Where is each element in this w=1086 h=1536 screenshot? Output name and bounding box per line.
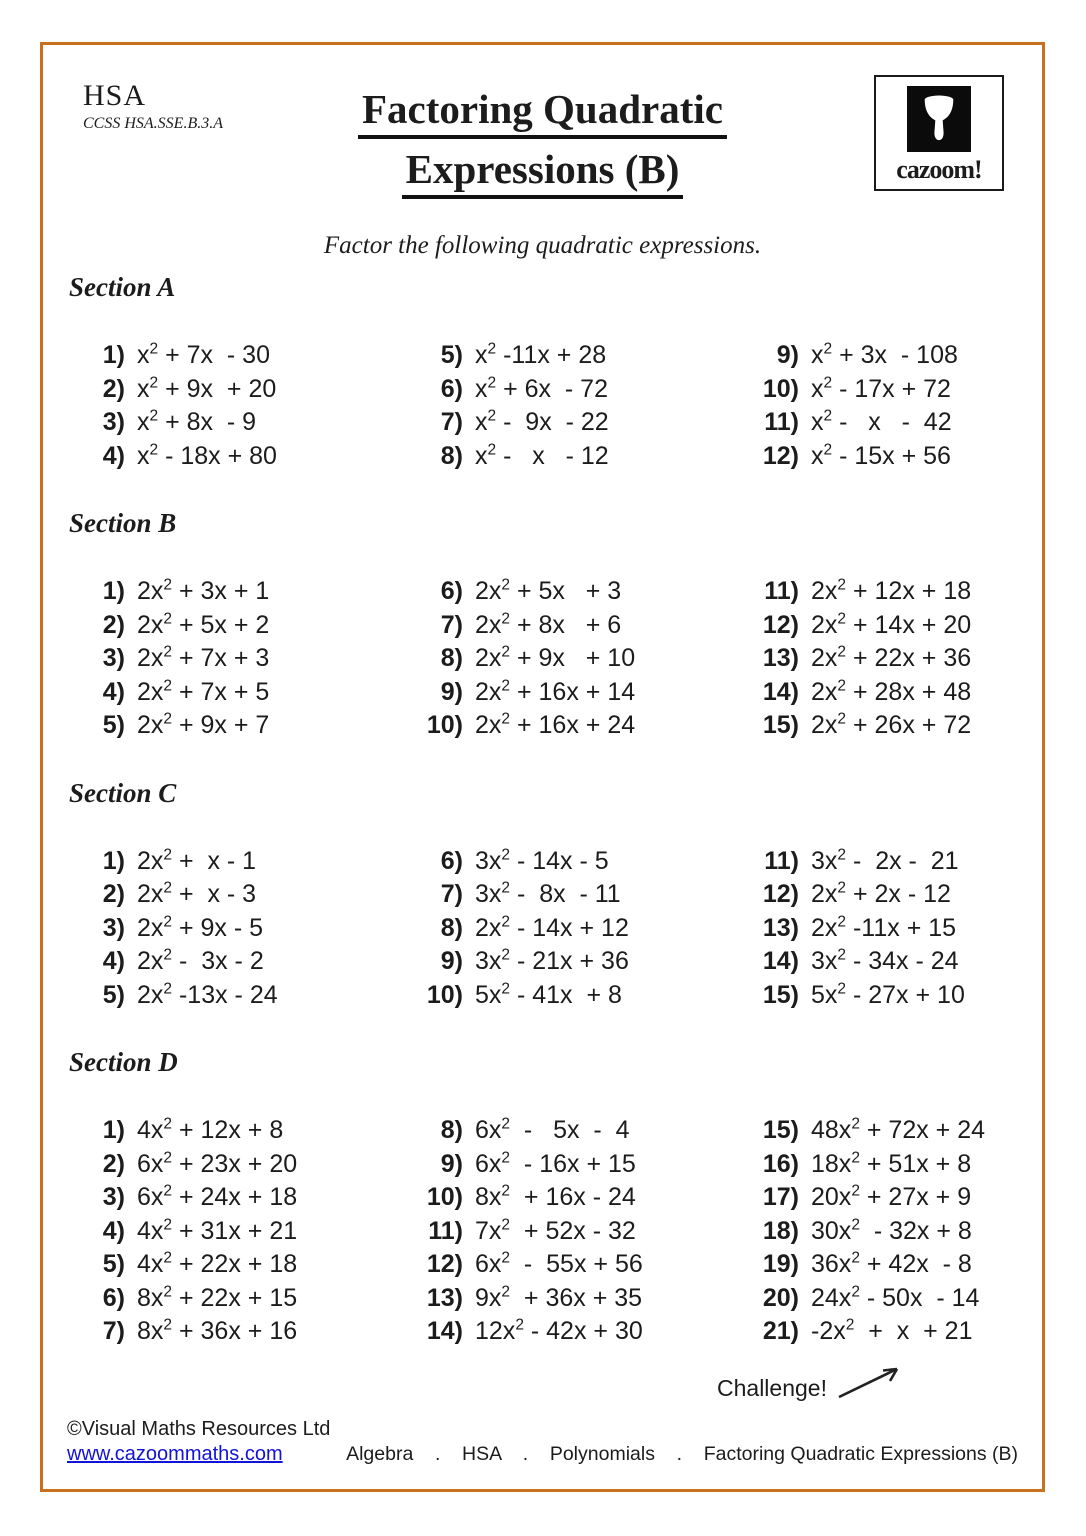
problem-number: 11) <box>764 577 799 605</box>
problem-item <box>751 440 1018 474</box>
problem-expression: $24x^2 - 50x - 14$ <box>811 1283 980 1312</box>
problem-number: 14) <box>426 1317 463 1345</box>
problem-number: 3) <box>102 408 125 436</box>
problem-number: 4) <box>102 677 125 706</box>
problem-number: 7) <box>102 1317 125 1345</box>
problem-item <box>77 1148 415 1182</box>
problem-item <box>77 709 415 743</box>
problem-number: 10) <box>426 980 463 1009</box>
problem-item <box>415 676 751 710</box>
problem-column <box>751 575 1018 743</box>
problem-expression: $2x^2 + 5x + 3$ <box>475 576 622 605</box>
problem-expression: $x^2$ - x - 42 <box>811 407 952 436</box>
problem-number: 10) <box>426 1183 463 1211</box>
problem-number: 21) <box>762 1317 799 1345</box>
problem-expression: $x^2 + 6x - 72$ <box>475 374 608 403</box>
problem-item <box>77 1181 415 1215</box>
problem-number: 18) <box>762 1216 799 1245</box>
problem-item <box>751 945 1018 979</box>
problem-number: 3) <box>102 913 125 942</box>
problem-number: 9) <box>440 947 463 975</box>
problem-item <box>751 339 1018 373</box>
problem-number: 1) <box>102 1116 125 1144</box>
problem-item <box>77 642 415 676</box>
problem-item <box>77 339 415 373</box>
problem-item <box>751 1181 1018 1215</box>
problem-item <box>415 339 751 373</box>
problem-item <box>415 642 751 676</box>
footer-left <box>67 1417 330 1467</box>
problem-item <box>415 912 751 946</box>
breadcrumb: Algebra . HSA . Polynomials . Factoring Quadratic Expressions (B) <box>346 1443 1018 1465</box>
problem-item <box>77 1315 415 1349</box>
problem-expression: $2x^2 + 9x + 7$ <box>137 710 270 739</box>
problem-column <box>751 339 1018 473</box>
problem-expression: $3x^2 - 8x - 11$ <box>475 879 621 908</box>
problem-number: 14) <box>762 677 799 706</box>
problem-expression: $5x^2 - 27x + 10$ <box>811 980 965 1009</box>
problem-expression: $2x^2 + x - 1$ <box>137 846 257 875</box>
problem-number: 15) <box>762 711 799 739</box>
problem-column <box>415 845 751 1013</box>
problem-expression: $2x^2 + 9x - 5$ <box>137 913 264 942</box>
problem-number: 1) <box>102 341 125 369</box>
problem-item <box>751 1315 1018 1349</box>
problem-expression: $2x^2 + 28x + 48$ <box>811 677 972 706</box>
problem-number: 3) <box>102 1183 125 1211</box>
problem-item <box>751 575 1018 609</box>
problem-number: 12) <box>426 1250 463 1278</box>
problem-expression: $x^2 - 15x + 56$ <box>811 441 951 470</box>
problem-number: 13) <box>426 1283 463 1312</box>
problem-item <box>415 1248 751 1282</box>
problem-item <box>415 575 751 609</box>
problem-item <box>77 406 415 440</box>
problem-column <box>751 845 1018 1013</box>
problem-expression: $7x^2 + 52x - 32$ <box>475 1216 636 1245</box>
problem-number: 14) <box>762 947 799 975</box>
sections-container <box>67 261 1018 1349</box>
problem-item <box>77 912 415 946</box>
problem-number: 4) <box>102 947 125 975</box>
section-heading: Section D <box>69 1047 178 1077</box>
problem-number: 20) <box>762 1283 799 1312</box>
problem-item <box>77 845 415 879</box>
problem-item <box>77 440 415 474</box>
section <box>67 271 1018 473</box>
section-heading: Section C <box>69 777 177 808</box>
problem-number: 8) <box>440 913 463 942</box>
problem-expression: $2x^2 + 16x + 14$ <box>475 677 636 706</box>
problem-item <box>77 1282 415 1316</box>
problem-expression: $4x^2 + 31x + 21$ <box>137 1216 298 1245</box>
problem-expression: $2x^2$ -11x + 15 <box>811 913 957 942</box>
problem-item <box>415 845 751 879</box>
problem-expression: $2x^2 + 7x + 5$ <box>137 677 270 706</box>
problem-expression: $2x^2 + 22x + 36$ <box>811 643 972 672</box>
problem-number: 6) <box>440 846 463 875</box>
problem-expression: $x^2$ - x - 12 <box>475 441 609 470</box>
section-problem-columns <box>67 575 1018 743</box>
problem-expression: $3x^2 - 21x + 36$ <box>475 946 629 975</box>
problem-expression: $2x^2 + 26x + 72$ <box>811 710 972 739</box>
problem-expression: $x^2 + 9x + 20$ <box>137 374 277 403</box>
problem-item <box>77 1248 415 1282</box>
problem-expression: $8x^2 + 36x + 16$ <box>137 1316 298 1345</box>
logo-text: cazoom! <box>896 155 982 184</box>
section-heading: Section A <box>69 272 176 302</box>
problem-expression: $2x^2 + 7x + 3$ <box>137 643 270 672</box>
problem-expression: $2x^2 + 5x + 2$ <box>137 610 270 639</box>
problem-expression: $2x^2 + 2x - 12$ <box>811 879 951 908</box>
problem-number: 12) <box>762 441 799 470</box>
problem-number: 2) <box>102 610 125 639</box>
page-title-line-2: Expressions (B) <box>402 145 684 199</box>
problem-item <box>751 979 1018 1013</box>
problem-expression: $2x^2 + 3x + 1$ <box>137 576 270 605</box>
problem-number: 7) <box>440 610 463 639</box>
problem-number: 9) <box>440 677 463 706</box>
problem-item <box>415 1181 751 1215</box>
problem-number: 9) <box>440 1149 463 1178</box>
problem-item <box>751 609 1018 643</box>
problem-number: 2) <box>102 374 125 403</box>
problem-expression: $x^2$ -11x + 28 <box>475 340 607 369</box>
section <box>67 507 1018 743</box>
section-problem-columns <box>67 845 1018 1013</box>
problem-expression: $8x^2 + 16x - 24$ <box>475 1182 636 1211</box>
problem-number: 2) <box>102 1149 125 1178</box>
copyright-text: ©Visual Maths Resources Ltd <box>67 1418 331 1440</box>
section <box>67 777 1018 1013</box>
problem-item <box>415 945 751 979</box>
problem-expression: $30x^2 - 32x + 8$ <box>811 1216 972 1245</box>
problem-number: 8) <box>440 1116 463 1144</box>
problem-expression: $3x^2 - 2x - 21$ <box>811 846 959 875</box>
problem-number: 3) <box>102 644 125 672</box>
problem-item <box>415 1282 751 1316</box>
problem-expression: $x^2 + 3x - 108$ <box>811 340 958 369</box>
problem-expression: $-2x^2 + x + 21$ <box>811 1316 973 1345</box>
section <box>67 1046 1018 1349</box>
problem-number: 10) <box>762 374 799 403</box>
problem-number: 9) <box>776 341 799 369</box>
section-problem-columns <box>67 339 1018 473</box>
problem-number: 7) <box>440 880 463 908</box>
course-code: HSA <box>83 79 147 112</box>
problem-number: 13) <box>762 644 799 672</box>
section-heading: Section B <box>69 508 177 538</box>
problem-expression: $9x^2 + 36x + 35$ <box>475 1283 643 1312</box>
problem-expression: $x^2 - 17x + 72$ <box>811 374 951 403</box>
problem-expression: $3x^2 - 14x - 5$ <box>475 846 609 875</box>
problem-expression: $2x^2 + 9x + 10$ <box>475 643 636 672</box>
problem-column <box>77 1114 415 1349</box>
problem-number: 6) <box>102 1283 125 1312</box>
problem-number: 11) <box>764 846 799 875</box>
problem-number: 5) <box>102 711 125 739</box>
problem-item <box>77 945 415 979</box>
problem-item <box>415 373 751 407</box>
problem-column <box>77 339 415 473</box>
problem-number: 12) <box>762 610 799 639</box>
problem-item <box>751 1282 1018 1316</box>
problem-number: 6) <box>440 577 463 605</box>
problem-item <box>77 373 415 407</box>
problem-expression: $2x^2 + 12x + 18$ <box>811 576 972 605</box>
problem-expression: $36x^2 + 42x - 8$ <box>811 1249 972 1278</box>
problem-expression: $x^2 - 9x - 22$ <box>475 407 609 436</box>
problem-number: 4) <box>102 441 125 470</box>
djembe-drum-icon <box>907 86 971 152</box>
problem-item <box>77 1114 415 1148</box>
problem-item <box>415 709 751 743</box>
problem-item <box>415 440 751 474</box>
problem-number: 6) <box>440 374 463 403</box>
problem-number: 11) <box>764 408 799 436</box>
problem-number: 5) <box>102 1250 125 1278</box>
challenge-label: Challenge! <box>717 1374 827 1401</box>
problem-number: 4) <box>102 1216 125 1245</box>
website-link[interactable]: www.cazoommaths.com <box>67 1443 283 1465</box>
problem-expression: $8x^2 + 22x + 15$ <box>137 1283 298 1312</box>
problem-item <box>751 642 1018 676</box>
problem-expression: $4x^2 + 22x + 18$ <box>137 1249 298 1278</box>
problem-number: 12) <box>762 880 799 908</box>
problem-number: 13) <box>762 913 799 942</box>
problem-expression: $2x^2 + 8x + 6$ <box>475 610 622 639</box>
problem-expression: $5x^2 - 41x + 8$ <box>475 980 622 1009</box>
up-right-arrow-icon <box>835 1357 911 1401</box>
problem-item <box>751 845 1018 879</box>
problem-expression: $2x^2 + x - 3$ <box>137 879 257 908</box>
problem-item <box>77 878 415 912</box>
problem-item <box>751 878 1018 912</box>
problem-expression: $20x^2 + 27x + 9$ <box>811 1182 972 1211</box>
problem-item <box>751 406 1018 440</box>
problem-expression: $3x^2 - 34x - 24$ <box>811 946 959 975</box>
problem-column <box>415 1114 751 1349</box>
problem-item <box>751 912 1018 946</box>
problem-item <box>77 609 415 643</box>
problem-item <box>77 676 415 710</box>
problem-number: 1) <box>102 846 125 875</box>
problem-item <box>415 979 751 1013</box>
problem-number: 19) <box>762 1250 799 1278</box>
problem-expression: $6x^2 + 24x + 18$ <box>137 1182 298 1211</box>
problem-expression: $6x^2 - 16x + 15$ <box>475 1149 636 1178</box>
problem-item <box>415 406 751 440</box>
challenge-callout <box>67 1361 1018 1401</box>
problem-expression: $48x^2 + 72x + 24$ <box>811 1115 986 1144</box>
problem-expression: $2x^2 + 16x + 24$ <box>475 710 636 739</box>
problem-expression: $2x^2$ -13x - 24 <box>137 980 278 1009</box>
problem-number: 17) <box>762 1183 799 1211</box>
problem-item <box>415 1315 751 1349</box>
problem-expression: $x^2 + 7x - 30$ <box>137 340 270 369</box>
problem-number: 11) <box>428 1216 463 1245</box>
problem-number: 5) <box>440 341 463 369</box>
problem-item <box>751 1114 1018 1148</box>
page-title-line-1: Factoring Quadratic <box>358 85 727 139</box>
problem-column <box>415 339 751 473</box>
footer <box>67 1417 1018 1467</box>
problem-column <box>751 1114 1018 1349</box>
problem-expression: $18x^2 + 51x + 8$ <box>811 1149 972 1178</box>
problem-expression: $2x^2 + 14x + 20$ <box>811 610 972 639</box>
problem-expression: $6x^2 + 23x + 20$ <box>137 1149 298 1178</box>
problem-number: 10) <box>426 711 463 739</box>
problem-number: 15) <box>762 980 799 1009</box>
problem-number: 7) <box>440 408 463 436</box>
problem-item <box>751 676 1018 710</box>
header <box>67 63 1018 225</box>
problem-item <box>415 609 751 643</box>
problem-item <box>751 1215 1018 1249</box>
problem-number: 8) <box>440 441 463 470</box>
problem-item <box>751 709 1018 743</box>
problem-expression: $2x^2 - 14x + 12$ <box>475 913 629 942</box>
problem-item <box>77 575 415 609</box>
problem-item <box>77 1215 415 1249</box>
problem-expression: $4x^2 + 12x + 8$ <box>137 1115 284 1144</box>
problem-item <box>751 1148 1018 1182</box>
problem-item <box>751 373 1018 407</box>
problem-expression: $2x^2 - 3x - 2$ <box>137 946 264 975</box>
problem-expression: $12x^2 - 42x + 30$ <box>475 1316 643 1345</box>
problem-number: 1) <box>102 577 125 605</box>
problem-item <box>77 979 415 1013</box>
problem-column <box>77 575 415 743</box>
problem-expression: $x^2 - 18x + 80$ <box>137 441 277 470</box>
problem-item <box>751 1248 1018 1282</box>
problem-expression: $6x^2 - 5x - 4$ <box>475 1115 630 1144</box>
problem-number: 5) <box>102 980 125 1009</box>
problem-item <box>415 878 751 912</box>
problem-number: 2) <box>102 880 125 908</box>
worksheet-sheet <box>40 42 1045 1492</box>
section-problem-columns <box>67 1114 1018 1349</box>
problem-column <box>77 845 415 1013</box>
problem-column <box>415 575 751 743</box>
problem-item <box>415 1215 751 1249</box>
problem-expression: $6x^2 - 55x + 56$ <box>475 1249 643 1278</box>
problem-item <box>415 1148 751 1182</box>
problem-item <box>415 1114 751 1148</box>
ccss-standard-code: CCSS HSA.SSE.B.3.A <box>83 115 223 132</box>
instruction-text: Factor the following quadratic expressions. <box>323 232 762 259</box>
cazoom-logo <box>874 75 1004 191</box>
problem-number: 8) <box>440 644 463 672</box>
problem-expression: $x^2 + 8x - 9$ <box>137 407 257 436</box>
problem-number: 16) <box>762 1149 799 1178</box>
problem-number: 15) <box>762 1116 799 1144</box>
